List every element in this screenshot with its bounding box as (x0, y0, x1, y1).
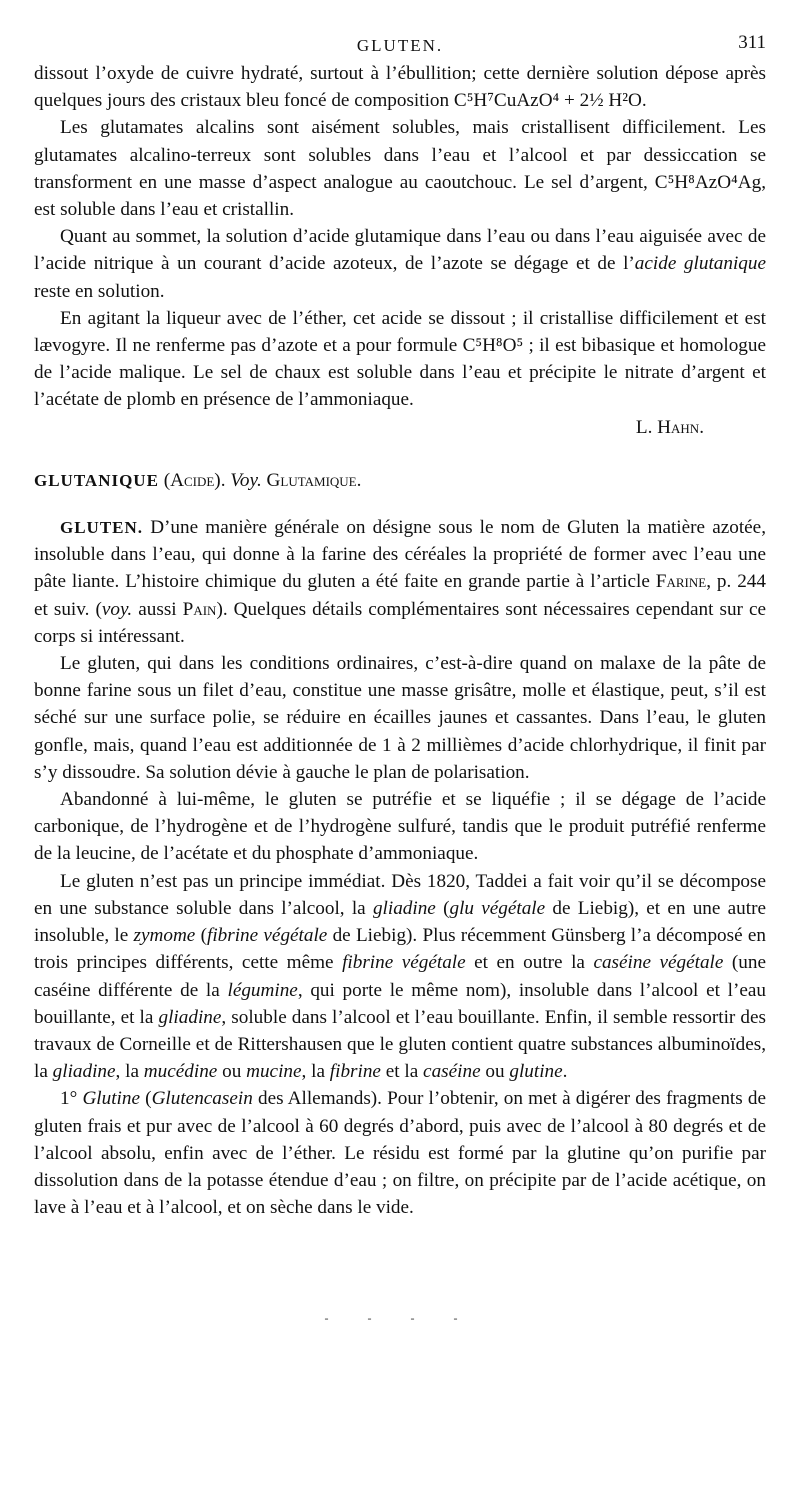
author-signature: L. Hahn. (635, 416, 704, 438)
paragraph-gluten-properties: Le gluten, qui dans les conditions ordinaires, c’est-à-dire quand on malaxe de la pâte de bonne farine sous un filet d’eau, constitue une masse grisâtre, molle et élastique, peut, s’il est séché sur une surface polie, se réduire en écailles jaunes et cassantes. Dans l’eau, le gluten gonfle, mais, quand l’eau est additionnée de 1 à 2 millièmes d’acide chlorhydrique, il finit par s’y dissoudre. Sa solution dévie à gauche le plan de polarisation. (34, 653, 766, 783)
page-number: 311 (738, 32, 766, 53)
paragraph-glutamates: Les glutamates alcalins sont aisément solubles, mais cristallisent difficilement. Les glutamates alcalino-terreux sont solubles dans l’eau et l’alcool et par dessiccation se transforment en une masse d’aspect analogue au caoutchouc. Le sel d’argent, C⁵H⁸AzO⁴Ag, est soluble dans l’eau et cristallin. (34, 117, 766, 221)
qualifier: (Acide). (163, 469, 226, 491)
footer-ornament: - - - - (324, 1311, 476, 1326)
text-fragment: Quant au sommet, la solution d’acide glutamique dans l’eau ou dans l’eau aiguisée avec de l’acide nitrique à un courant d’acide azoteux, de l’azote se dégage et de l’ (34, 226, 766, 275)
paragraph-ether: En agitant la liqueur avec de l’éther, cet acide se dissout ; il cristallise difficilement et est lævogyre. Il ne renferme pas d’azote et a pour formule C⁵H⁸O⁵ ; il est bibasique et homologue de l’acide malique. Le sel de chaux est soluble dans l’eau et précipite le nitrate d’argent et l’acétate de plomb en présence de l’ammoniaque. (34, 307, 766, 411)
entry-gluten-intro: GLUTEN. D’une manière générale on désigne sous le nom de Gluten la matière azotée, insoluble dans l’eau, qui donne à la farine des céréales la propriété de former avec l’eau une pâte liante. L’histoire chimique du gluten a été faite en grande partie à l’article Farine, p. 244 et suiv. (voy. aussi Pain). Quelques détails complémentaires sont nécessaires cependant sur ce corps si intéressant. (34, 517, 767, 647)
voy-abbrev: Voy. (230, 469, 262, 491)
headword: GLUTANIQUE (34, 470, 159, 490)
paragraph-nitrous-acid (34, 223, 766, 305)
cross-reference: Pain (182, 598, 217, 620)
italic-term: acide glutanique (634, 253, 766, 275)
page-header (34, 30, 766, 60)
cross-reference: Glutamique. (266, 469, 362, 491)
paragraph-putrefaction: Abandonné à lui-même, le gluten se putréfie et se liquéfie ; il se dégage de l’acide carbonique, de l’hydrogène et de l’hydrogène sulfuré, tandis que le produit putréfié renferme de la leucine, de l’acétate et du phosphate d’ammoniaque. (34, 789, 766, 865)
document-page (34, 30, 766, 1326)
running-title: GLUTEN. (356, 36, 444, 55)
headword: GLUTEN. (60, 518, 144, 538)
paragraph-continued: dissout l’oxyde de cuivre hydraté, surtout à l’ébullition; cette dernière solution dépose après quelques jours des cristaux bleu foncé de composition C⁵H⁷CuAzO⁴ + 2½ H²O. (34, 63, 766, 112)
cross-reference: Farine (655, 571, 707, 593)
text-fragment: reste en solution. (34, 280, 165, 302)
entry-glutanique (34, 467, 766, 494)
paragraph-composition: Le gluten n’est pas un principe immédiat. Dès 1820, Taddei a fait voir qu’il se décompose en une substance soluble dans l’alcool, la gliadine (glu végétale de Liebig), et en une autre insoluble, le zymome (fibrine végétale de Liebig). Plus récemment Günsberg l’a décomposé en trois principes différents, cette même fibrine végétale et en outre la caséine végétale (une caséine différente de la légumine, qui porte le même nom), insoluble dans l’alcool et l’eau bouillante, et la gliadine, soluble dans l’alcool et l’eau bouillante. Enfin, il semble ressortir des travaux de Corneille et de Rittershausen que le gluten contient quatre substances albuminoïdes, la gliadine, la mucédine ou mucine, la fibrine et la caséine ou glutine. (34, 870, 767, 1083)
paragraph-glutine: 1° Glutine (Glutencasein des Allemands). Pour l’obtenir, on met à digérer des fragments de gluten frais et pur avec de l’alcool à 60 degrés d’abord, puis avec de l’alcool à 80 degrés et de l’alcool absolu, enfin avec de l’éther. Le résidu est formé par la glutine qu’on purifie par dissolution dans de la potasse étendue d’eau ; on filtre, on précipite par de l’acide acétique, on lave à l’eau et à l’alcool, et on sèche dans le vide. (34, 1088, 766, 1219)
